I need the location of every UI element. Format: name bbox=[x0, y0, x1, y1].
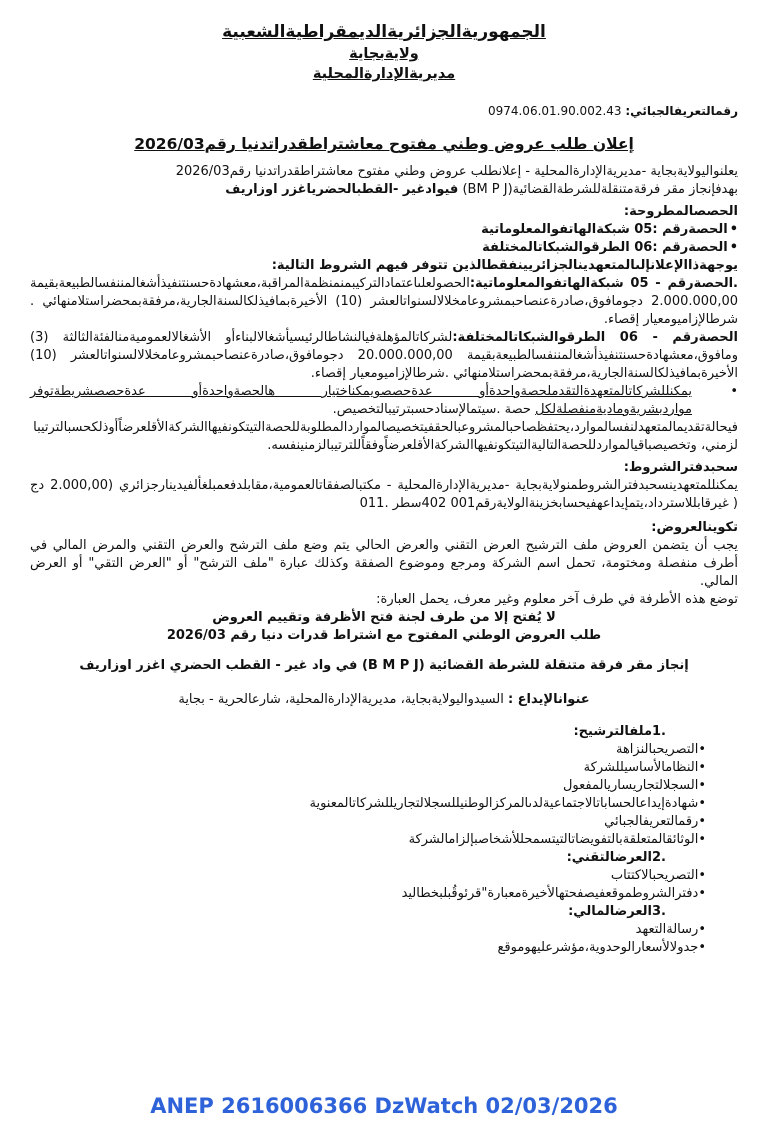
eligibility-note: يوجهةذاالإعلانإلىالمتعهدينالجزائريينفقطالذين تتوفر فيهم الشروط التالية: bbox=[271, 258, 738, 273]
allocation-note: فيحالةتقديمالمتعهدلنفسالموارد،يحتفظصاحبالمشروعبالحقفيتخصيصالمواردالمطلوبةللحصةالتيتكونفيهاالشركةالأقلعرضاًأوذلكحسبالترتيبالزمني، وتخصيصباقيالمواردللحصةالتاليةالتيتكونفيهاالشركةالأقلعرضاًوفقاًللترتيبالزمنينفسه. bbox=[33, 420, 738, 453]
bullet-icon: • bbox=[729, 222, 738, 237]
list-item bbox=[30, 867, 738, 885]
list-item-text: شهادةإيداعالحساباتالاجتماعيةلدىالمركزالوطنيللسجلالتجاريللشركاتالمعنوية bbox=[309, 796, 699, 811]
deposit-address-line bbox=[30, 691, 738, 709]
list-item bbox=[30, 939, 738, 957]
bullet-icon: • bbox=[698, 940, 706, 955]
list-item bbox=[30, 759, 738, 777]
tax-id-value: 0974.06.01.90.002.43 bbox=[487, 104, 622, 118]
cahier-section-title: سحبدفترالشروط: bbox=[623, 460, 738, 475]
intro-line2-project: فيوادغير -القطبالحضرياغزر اوزاريف bbox=[225, 182, 459, 197]
bullet-icon: • bbox=[698, 832, 706, 847]
intro-line1: يعلنواليولايةبجاية -مديريةالإدارةالمحلية - إعلانطلب عروض وطني مفتوح معاشتراطقدراتدنيا رقم2026/03 bbox=[175, 164, 738, 179]
intro-line2-text: بهدفإنجاز مقر فرقةمتنقلةللشرطةالقضائية(BM P J) bbox=[458, 182, 738, 197]
lot-06-label: الحصةرقم :06 الطرقوالشبكاتالمختلفة bbox=[482, 240, 728, 255]
lot-05-conditions-lead: .الحصةرقم - 05 شبكةالهاتفوالمعلوماتية: bbox=[469, 276, 738, 291]
lot-06-conditions-body: لشركاتالمؤهلةفيالنشاطالرئيسيأشغالالبناءأو الأشغالالعموميةمنالفئةالثالثة (3) ومافوق،معشهادةحسنتنفيذأشغالمننفسالطبيعةبقيمة 20.000.000,00 دجومافوق،صادرةعنصاحبمشروعامخلالالسنواتالعشر (10) الأخيرةبمافيذلكالسنةالجارية،مرفقةبمحضراستلامنهائي .شرطالإزاميومعيار إقصاء. bbox=[30, 330, 738, 381]
list-item bbox=[30, 777, 738, 795]
bullet-icon: • bbox=[698, 868, 706, 883]
directorate-title: مديريةالإدارةالمحلية bbox=[312, 66, 456, 82]
multi-lot-note-underlined: يمكنللشركاتالمتعهدةالتقدملحصةواحدةأو عدةحصصويمكناختيار هالحصةواحدةأو عدةحصصشريطةتوفر مواردبشريةوماديةمنفصلةلكل bbox=[30, 384, 692, 417]
list-item-text: رسالةالتعهد bbox=[635, 922, 699, 937]
list-item-text: السجلالتجاريساريالمفعول bbox=[562, 778, 699, 793]
list-item bbox=[30, 831, 738, 849]
multi-lot-note-text bbox=[30, 383, 692, 419]
list-item-text: الوثائقالمتعلقةبالتفويضاتالتيتسمحللأشخاصبإلزامالشركة bbox=[408, 832, 699, 847]
bullet-icon: • bbox=[729, 240, 738, 255]
list-item-text: التصريحبالنزاهة bbox=[615, 742, 699, 757]
bullet-icon: • bbox=[698, 742, 706, 757]
lots-section-title: الحصصالمطروحة: bbox=[623, 204, 738, 219]
list-item-text: النظامالأساسيللشركة bbox=[583, 760, 699, 775]
lot-item-06 bbox=[30, 239, 738, 257]
intro-line2 bbox=[30, 181, 738, 199]
bullet-icon: • bbox=[698, 760, 706, 775]
lot-05-conditions-body: الحصولعلىاعتمادالتركيبمنمنظمةالمراقبة،معشهادةحسنتنفيذأشغالمننفسالطبيعةبقيمة 2.000.000,00 دجومافوق،صادرةعنصاحبمشروعامخلالالسنواتالعشر (10) الأخيرةبمافيذلكالسنةالجارية،مرفقةبمحضراستلامنهائي . شرطالإزاميومعيار إقصاء. bbox=[30, 276, 738, 327]
bullet-icon: • bbox=[698, 778, 706, 793]
required-documents-lists bbox=[30, 723, 738, 957]
anep-footer: ANEP 2616006366 DzWatch 02/03/2026 bbox=[150, 1094, 618, 1118]
list-item bbox=[30, 813, 738, 831]
list-title-candidacy-file: .1ملفالترشيح: bbox=[573, 724, 666, 739]
sealed-envelope-line-2: طلب العروض الوطني المفتوح مع اشتراط قدرات دنيا رقم 2026/03 bbox=[166, 628, 602, 643]
cahier-section-body: يمكنللمتعهدينسحبدفترالشروطمنولايةبجاية -مديريةالإدارةالمحلية - مكتبالصفقاتالعمومية،مقابلدفعمبلغألفيدينارجزائري (2.000,00 دج ( غيرقابللاسترداد،يتمإيداعهفيحسابخزينةالولايةرقم001 402سطر .011 bbox=[30, 478, 738, 511]
bullet-icon: • bbox=[698, 922, 706, 937]
list-title-technical-offer: .2العرضالتقني: bbox=[566, 850, 666, 865]
list-item-text: رقمالتعريفالجبائي bbox=[604, 814, 699, 829]
deposit-address-value: السيدواليولايةبجاية، مديريةالإدارةالمحلية، شارعالحرية - بجاية bbox=[178, 692, 504, 707]
republic-title: الجمهوريةالجزائريةالديمقراطيةالشعبية bbox=[222, 22, 546, 42]
envelope-note: توضع هذه الأطرفة في طرف آخر معلوم وغير معرف، يحمل العبارة: bbox=[376, 592, 738, 607]
list-item bbox=[30, 921, 738, 939]
list-item bbox=[30, 885, 738, 903]
multi-lot-note-rest: حصة .سيتمالإسنادحسبترتيبالتخصيص. bbox=[332, 402, 536, 417]
offers-section-body: يجب أن يتضمن العروض ملف الترشيح العرض التقني والعرض الحالي يتم وضع ملف الترشح والعرض التقني والمرض المالي في أطرف منفصلة ومختومة، تحمل اسم الشركة ومرجع وموضوع الصفقة وكذلك عبارة "ملف الترشح" أو "العرض التقي" أو العرض المالي. bbox=[30, 538, 738, 589]
lot-05-label: الحصةرقم :05 شبكةالهاتفوالمعلوماتية bbox=[481, 222, 728, 237]
project-title-line: إنجاز مقر فرقة متنقلة للشرطة القضائية (B M P J) في واد غير - القطب الحضري اغزر اوزاريف bbox=[79, 658, 689, 673]
offers-section-title: تكوينالعروض: bbox=[651, 520, 738, 535]
list-item bbox=[30, 741, 738, 759]
list-item-text: دفترالشروطموقعفيصفحتهالأخيرةمعبارة"قرئوقُبلبخطاليد bbox=[401, 886, 699, 901]
bullet-icon: • bbox=[698, 814, 706, 829]
bullet-icon: • bbox=[730, 384, 738, 399]
sealed-envelope-line-1: لا يُفتح إلا من طرف لجنة فتح الأظرفة وتقييم العروض bbox=[212, 610, 556, 625]
multi-lot-note bbox=[30, 383, 738, 419]
announcement-title: إعلان طلب عروض وطني مفتوح معاشتراطقدراتدنيا رقم2026/03 bbox=[134, 135, 634, 153]
tax-id-line bbox=[30, 102, 738, 120]
list-item-text: جدولالأسعارالوحدوية،مؤشرعليهوموقع bbox=[497, 940, 699, 955]
list-title-financial-offer: .3العرضالمالي: bbox=[568, 904, 666, 919]
lot-item-05 bbox=[30, 221, 738, 239]
lot-06-conditions-lead: الحصةرقم - 06 الطرقوالشبكاتالمختلفة: bbox=[452, 330, 739, 345]
bullet-icon: • bbox=[698, 886, 706, 901]
lot-06-conditions bbox=[30, 329, 738, 383]
lot-05-conditions bbox=[30, 275, 738, 329]
list-item-text: التصريحبالاكتتاب bbox=[610, 868, 699, 883]
bullet-icon: • bbox=[698, 796, 706, 811]
tax-id-label: رقمالتعريفالجبائي: bbox=[625, 104, 738, 118]
list-item bbox=[30, 795, 738, 813]
wilaya-title: ولايةبجاية bbox=[349, 46, 419, 62]
deposit-address-label: عنوانالإيداع : bbox=[507, 692, 590, 707]
